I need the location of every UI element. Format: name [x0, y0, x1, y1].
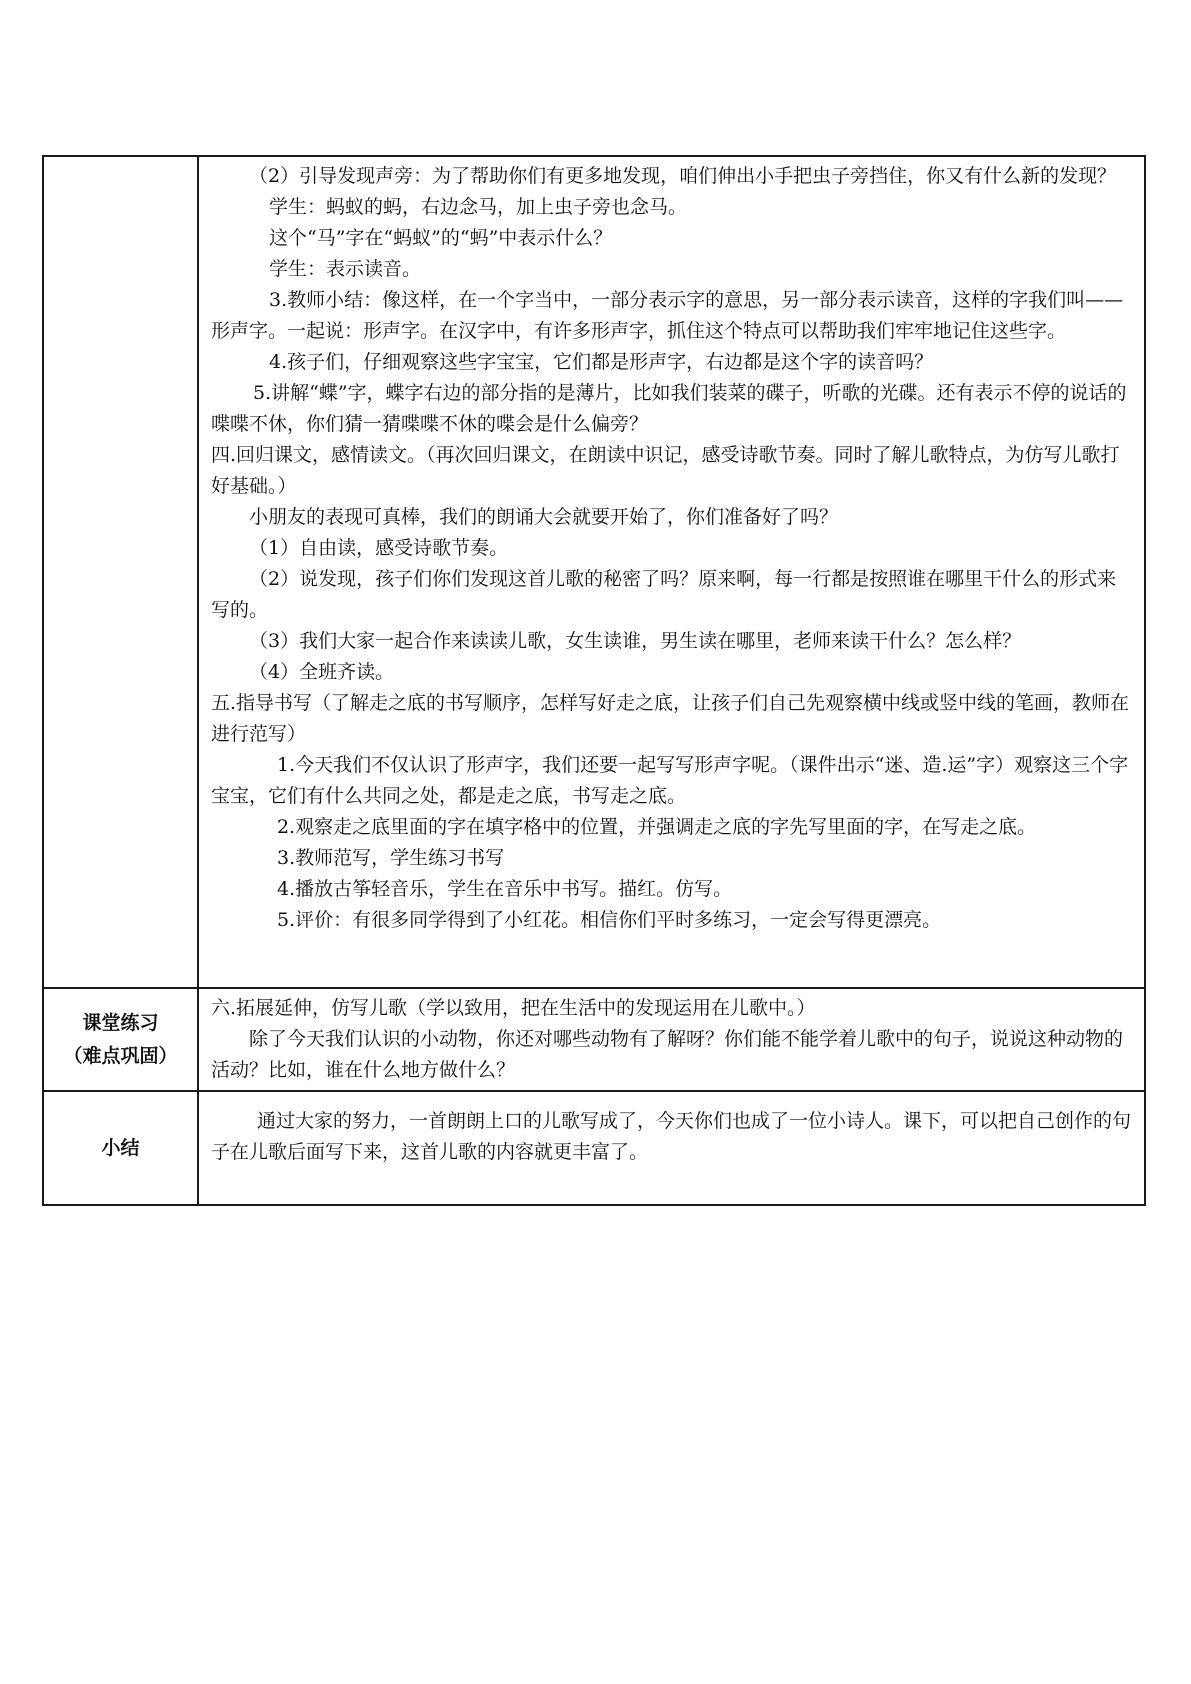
teaching-process-label-cell: [43, 156, 198, 988]
practice-row: [43, 988, 1145, 1091]
paragraph: 通过大家的努力，一首朗朗上口的儿歌写成了，今天你们也成了一位小诗人。课下，可以把自己创作的句子在儿歌后面写下来，这首儿歌的内容就更丰富了。: [211, 1110, 1132, 1163]
paragraph: 3.教师范写，学生练习书写: [277, 847, 505, 869]
paragraph: 3.教师小结：像这样，在一个字当中，一部分表示字的意思，另一部分表示读音，这样的字我们叫——形声字。一起说：形声字。在汉字中，有许多形声字，抓住这个特点可以帮助我们牢牢地记住这些字。: [211, 289, 1124, 342]
paragraph: （2）说发现，孩子们你们发现这首儿歌的秘密了吗？原来啊，每一行都是按照谁在哪里干什么的形式来写的。: [211, 568, 1117, 621]
summary-label-cell: [43, 1091, 198, 1205]
summary-label: 小结: [101, 1136, 140, 1159]
lesson-plan-table: [42, 155, 1146, 1206]
practice-label-cell: [43, 988, 198, 1091]
paragraph: （3）我们大家一起合作来读读儿歌，女生读谁，男生读在哪里，老师来读干什么？怎么样？: [249, 630, 1022, 652]
paragraph: 4.播放古筝轻音乐，学生在音乐中书写。描红。仿写。: [277, 878, 733, 900]
paragraph: 2.观察走之底里面的字在填字格中的位置，并强调走之底的字先写里面的字，在写走之底。: [277, 816, 1037, 838]
practice-paragraphs: [199, 989, 1144, 1090]
paragraph: 学生：蚂蚁的蚂，右边念马，加上虫子旁也念马。: [269, 196, 688, 218]
paragraph: （4）全班齐读。: [249, 661, 395, 683]
paragraph: 5.评价：有很多同学得到了小红花。相信你们平时多练习，一定会写得更漂亮。: [277, 909, 942, 931]
paragraph: 学生：表示读音。: [269, 258, 422, 280]
summary-paragraphs: [199, 1092, 1144, 1172]
paragraph: 除了今天我们认识的小动物，你还对哪些动物有了解呀？你们能不能学着儿歌中的句子，说说这种动物的活动？比如，谁在什么地方做什么？: [211, 1028, 1124, 1081]
paragraph: 四.回归课文，感情读文。（再次回归课文，在朗读中识记，感受诗歌节奏。同时了解儿歌特点，为仿写儿歌打好基础。）: [211, 444, 1120, 497]
paragraph: （2）引导发现声旁：为了帮助你们有更多地发现，咱们伸出小手把虫子旁挡住，你又有什么新的发现？: [249, 165, 1117, 187]
practice-label-line1: 课堂练习: [82, 1011, 159, 1034]
paragraph: （1）自由读，感受诗歌节奏。: [249, 537, 509, 559]
paragraph: 五.指导书写（了解走之底的书写顺序，怎样写好走之底，让孩子们自己先观察横中线或竖中线的笔画，教师在进行范写）: [211, 692, 1130, 745]
paragraph: 1.今天我们不仅认识了形声字，我们还要一起写写形声字呢。（课件出示“迷、造.运”字）观察这三个字宝宝，它们有什么共同之处，都是走之底，书写走之底。: [211, 754, 1129, 807]
paragraph: 六.拓展延伸，仿写儿歌（学以致用，把在生活中的发现运用在儿歌中。）: [211, 997, 816, 1019]
paragraph: 5.讲解“蝶”字，蝶字右边的部分指的是薄片，比如我们装菜的碟子，听歌的光碟。还有表示不停的说话的喋喋不休，你们猜一猜喋喋不休的喋会是什么偏旁？: [211, 382, 1127, 435]
practice-content: [198, 988, 1145, 1091]
practice-label-line2: （难点巩固）: [63, 1044, 178, 1067]
paragraph: 4.孩子们，仔细观察这些字宝宝，它们都是形声字，右边都是这个字的读音吗？: [269, 351, 934, 373]
teaching-process-content: [198, 156, 1145, 988]
summary-content: [198, 1091, 1145, 1205]
process-paragraphs: [199, 157, 1144, 940]
paragraph: 小朋友的表现可真棒，我们的朗诵大会就要开始了，你们准备好了吗？: [249, 506, 839, 528]
summary-row: [43, 1091, 1145, 1205]
paragraph: 这个“马”字在“蚂蚁”的“蚂”中表示什么？: [269, 227, 613, 249]
teaching-process-row: [43, 156, 1145, 988]
